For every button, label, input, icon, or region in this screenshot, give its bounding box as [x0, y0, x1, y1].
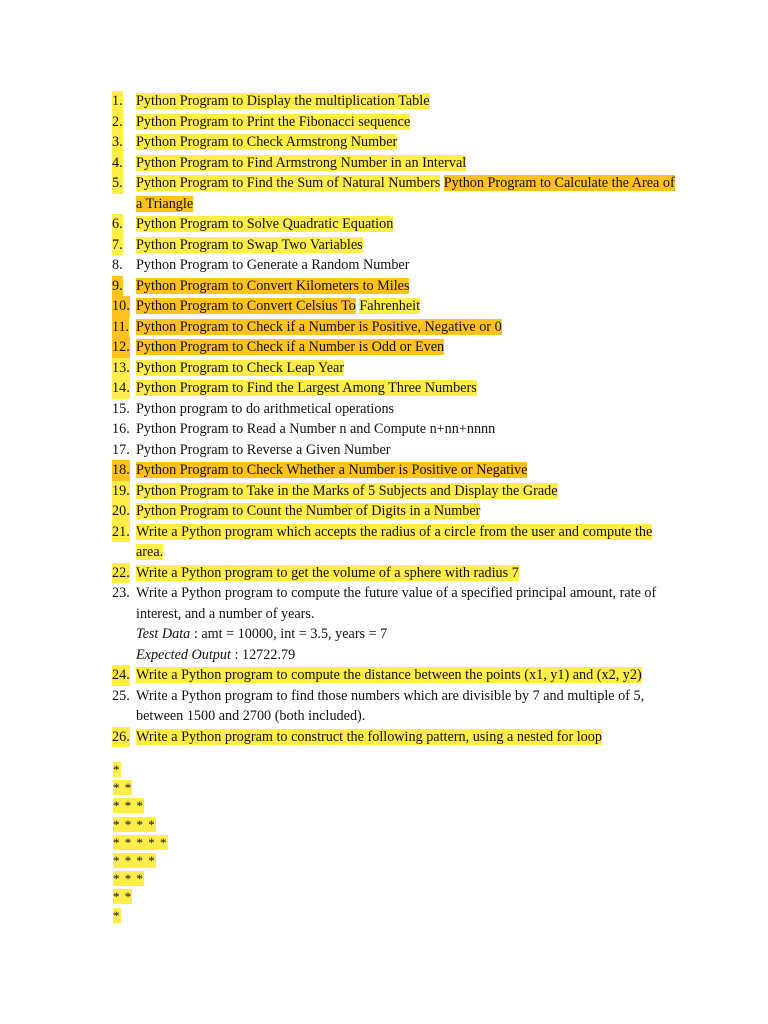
item-text: Python Program to Convert Celsius To	[136, 298, 356, 314]
pattern-row	[113, 870, 168, 888]
item-number: 3.	[112, 132, 123, 153]
item-text: Python Program to Find Armstrong Number in an Interval	[136, 154, 467, 171]
item-text: Python Program to Find the Sum of Natural Numbers	[136, 175, 441, 191]
pattern-row	[113, 834, 168, 852]
item-number: 22.	[112, 563, 130, 584]
list-item	[0, 501, 768, 522]
item-number: 5.	[112, 173, 123, 194]
item-text: Write a Python program to find those numbers which are divisible by 7 and multiple of 5, between 1500 and 2700 (both included).	[136, 687, 645, 724]
item-text: Write a Python program to get the volume of a sphere with radius 7	[136, 564, 519, 581]
list-item	[0, 522, 768, 563]
test-data-line	[136, 624, 768, 645]
list-item	[0, 399, 768, 420]
test-data-label: Test Data	[136, 626, 191, 642]
item-text: Python Program to Count the Number of Digits in a Number	[136, 503, 481, 519]
item-number: 6.	[112, 214, 123, 235]
list-item	[0, 440, 768, 461]
list-item	[0, 481, 768, 502]
item-text-secondary: Fahrenheit	[359, 298, 421, 314]
item-text: Python Program to Check Leap Year	[136, 359, 345, 376]
list-item	[0, 665, 768, 686]
pattern-row-text: *	[113, 907, 121, 923]
item-text-secondary: Python Program to Calculate the Area of a Triangle	[136, 175, 675, 212]
item-number: 25.	[112, 687, 130, 704]
item-text: Python Program to Take in the Marks of 5 Subjects and Display the Grade	[136, 482, 558, 499]
list-item	[0, 337, 768, 358]
list-item	[0, 460, 768, 481]
item-text: Python Program to Check Armstrong Number	[136, 134, 398, 150]
pattern-row	[113, 779, 168, 797]
list-item	[0, 173, 768, 214]
item-text: Python program to do arithmetical operations	[136, 400, 395, 417]
pattern-row-text: * *	[113, 889, 133, 905]
item-text: Python Program to Print the Fibonacci sequence	[136, 113, 411, 130]
item-text: Python Program to Convert Kilometers to Miles	[136, 277, 410, 294]
expected-output-value: : 12722.79	[230, 646, 296, 663]
item-text: Python Program to Display the multiplication Table	[136, 93, 430, 109]
list-item	[0, 153, 768, 174]
item-text: Python Program to Generate a Random Number	[136, 257, 410, 273]
list-item	[0, 235, 768, 256]
item-number: 4.	[112, 153, 123, 174]
item-text-secondary: a Number n and Compute n+nn+nnnn	[279, 421, 496, 437]
item-number: 11.	[112, 317, 129, 338]
pattern-row	[113, 816, 168, 834]
item-text: Python Program to Read	[136, 421, 276, 437]
pattern-row	[113, 907, 168, 925]
program-list	[0, 91, 768, 747]
list-item	[0, 276, 768, 297]
item-number: 15.	[112, 400, 130, 417]
item-text: Python Program to Check if a Number is Odd or Even	[136, 339, 445, 355]
item-number: 16.	[112, 421, 130, 437]
item-text: Python Program to Check if a Number is Positive, Negative or 0	[136, 318, 502, 335]
pattern-row-text: * *	[113, 780, 133, 796]
list-item	[0, 419, 768, 440]
list-item	[0, 112, 768, 133]
list-item	[0, 91, 768, 112]
item-number: 20.	[112, 501, 130, 522]
item-number: 14.	[112, 378, 130, 399]
item-text: Python Program to Find the Largest Among Three Numbers	[136, 380, 477, 396]
list-item	[0, 583, 768, 665]
item-number: 2.	[112, 112, 123, 133]
pattern-row-text: *	[113, 762, 121, 777]
item-number: 1.	[112, 91, 123, 112]
item-text: Write a Python program to compute the distance between the points (x1, y1) and (x2, y2)	[136, 667, 642, 683]
item-number: 13.	[112, 358, 130, 379]
item-text: Python Program to Swap Two Variables	[136, 236, 363, 253]
item-number: 24.	[112, 665, 130, 686]
list-item	[0, 686, 768, 727]
item-number: 8.	[112, 257, 123, 273]
list-item	[0, 255, 768, 276]
pattern-row	[113, 761, 168, 779]
list-item	[0, 358, 768, 379]
pattern-row-text: * * * *	[113, 816, 156, 832]
pattern-row	[113, 888, 168, 906]
item-number: 21.	[112, 522, 130, 543]
item-number: 26.	[112, 727, 130, 748]
expected-output-line	[136, 645, 768, 666]
pattern-row-text: * * * * *	[113, 834, 168, 850]
item-number: 9.	[112, 276, 123, 297]
item-number: 17.	[112, 441, 130, 458]
item-text: Python Program to Check Whether a Number is Positive or Negative	[136, 462, 528, 478]
item-text: Write a Python program which accepts the radius of a circle from the user and compute the area.	[136, 523, 653, 560]
item-number: 12.	[112, 337, 130, 358]
pattern-row-text: * * *	[113, 871, 144, 887]
pattern-row-text: * * *	[113, 798, 144, 814]
list-item	[0, 317, 768, 338]
item-text: Write a Python program to compute the future value of a specified principal amount, rate of interest, and a number of years.	[136, 585, 657, 622]
test-data-value: : amt = 10000, int = 3.5, years = 7	[190, 626, 388, 642]
item-number: 10.	[112, 296, 130, 317]
pattern-row	[113, 852, 168, 870]
pattern-row	[113, 797, 168, 815]
list-item	[0, 378, 768, 399]
list-item	[0, 132, 768, 153]
item-number: 23.	[112, 585, 130, 601]
pattern-row-text: * * * *	[113, 853, 156, 869]
item-text: Python Program to Solve Quadratic Equation	[136, 216, 394, 232]
item-text: Write a Python program to construct the following pattern, using a nested for loop	[136, 728, 602, 745]
item-number: 19.	[112, 481, 130, 502]
list-item	[0, 727, 768, 748]
item-number: 18.	[112, 460, 130, 481]
list-item	[0, 563, 768, 584]
item-number: 7.	[112, 235, 123, 256]
list-item	[0, 296, 768, 317]
expected-output-label: Expected Output	[136, 646, 231, 663]
item-text: Python Program to Reverse a Given Number	[136, 441, 391, 458]
star-pattern	[113, 761, 168, 925]
list-item	[0, 214, 768, 235]
